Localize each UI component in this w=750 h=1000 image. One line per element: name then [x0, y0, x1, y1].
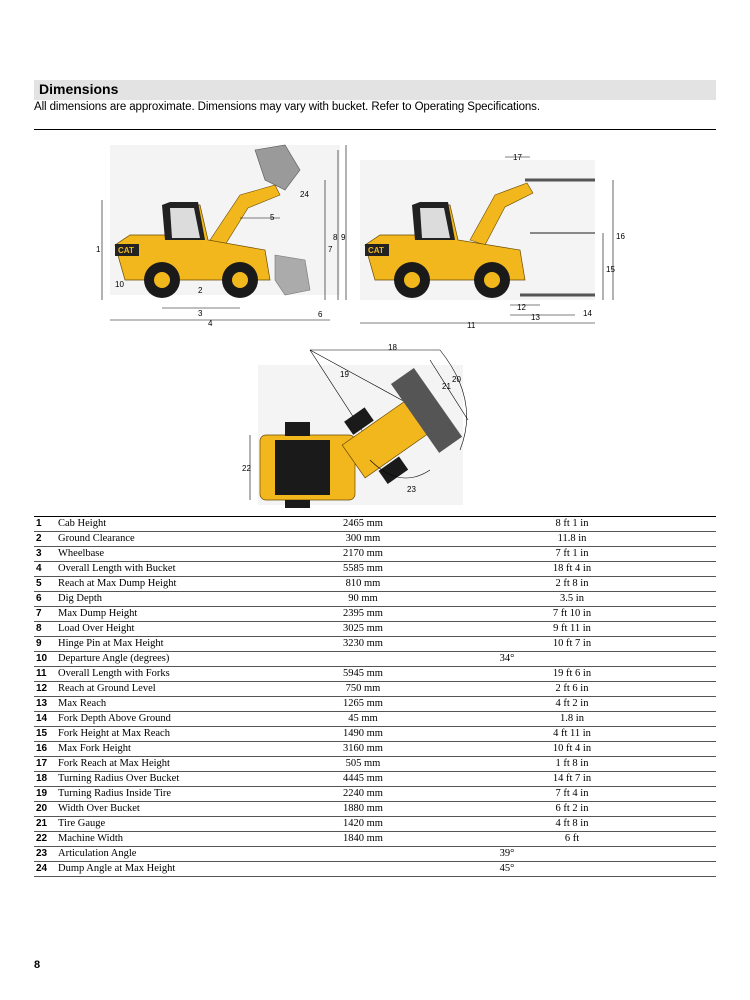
spec-number: 4: [34, 562, 52, 577]
spec-value-imperial: 6 ft: [428, 832, 716, 847]
table-row: [34, 697, 716, 712]
table-row: [34, 847, 716, 862]
spec-value-metric: 2395 mm: [298, 607, 428, 622]
rear-tire-top: [285, 422, 310, 436]
table-row: [34, 592, 716, 607]
spec-value-metric: 3025 mm: [298, 622, 428, 637]
spec-value-imperial: 7 ft 1 in: [428, 547, 716, 562]
section-header: [34, 80, 716, 100]
spec-value-metric: 5945 mm: [298, 667, 428, 682]
table-row: [34, 787, 716, 802]
table-row: [34, 772, 716, 787]
table-row: [34, 727, 716, 742]
table-row: [34, 742, 716, 757]
dim-label-8: 8: [333, 233, 338, 242]
header-rule: [34, 129, 716, 130]
dim-label-14: 14: [583, 309, 592, 318]
page-number: 8: [34, 959, 41, 971]
dimensions-table: [34, 516, 716, 877]
dim-label-22: 22: [242, 464, 251, 473]
spec-label: Tire Gauge: [52, 817, 298, 832]
spec-value-imperial: 11.8 in: [428, 532, 716, 547]
spec-value-imperial: 7 ft 4 in: [428, 787, 716, 802]
top-view-drawing: [240, 340, 490, 510]
dim-label-9: 9: [341, 233, 346, 242]
spec-value-imperial: 2 ft 6 in: [428, 682, 716, 697]
spec-value-imperial: 6 ft 2 in: [428, 802, 716, 817]
table-row: [34, 712, 716, 727]
spec-label: Turning Radius Inside Tire: [52, 787, 298, 802]
spec-number: 3: [34, 547, 52, 562]
dim-label-11: 11: [467, 321, 476, 330]
spec-value-metric: 750 mm: [298, 682, 428, 697]
rear-tire-bottom: [285, 500, 310, 508]
spec-value-imperial: 19 ft 6 in: [428, 667, 716, 682]
spec-label: Width Over Bucket: [52, 802, 298, 817]
table-row: [34, 532, 716, 547]
spec-value-imperial: 8 ft 1 in: [428, 517, 716, 532]
spec-label: Departure Angle (degrees): [52, 652, 298, 667]
spec-number: 14: [34, 712, 52, 727]
section-title: Dimensions: [39, 81, 119, 97]
spec-value-imperial: 4 ft 2 in: [428, 697, 716, 712]
spec-value-imperial: 1.8 in: [428, 712, 716, 727]
spec-value-metric: 1880 mm: [298, 802, 428, 817]
table-row: [34, 652, 716, 667]
table-row: [34, 607, 716, 622]
side-view-forks-drawing: [355, 145, 635, 330]
dim-label-23: 23: [407, 485, 416, 494]
spec-number: 7: [34, 607, 52, 622]
spec-value-metric: 505 mm: [298, 757, 428, 772]
spec-value: 45°: [298, 862, 716, 877]
dim-label-6: 6: [318, 310, 323, 319]
table-row: [34, 517, 716, 532]
spec-value-imperial: 1 ft 8 in: [428, 757, 716, 772]
dim-label-7: 7: [328, 245, 333, 254]
spec-value-imperial: 14 ft 7 in: [428, 772, 716, 787]
dim-label-5: 5: [270, 213, 275, 222]
spec-value-metric: 3230 mm: [298, 637, 428, 652]
spec-value-metric: 90 mm: [298, 592, 428, 607]
dim-label-15: 15: [606, 265, 615, 274]
spec-label: Load Over Height: [52, 622, 298, 637]
spec-label: Articulation Angle: [52, 847, 298, 862]
dim-label-20: 20: [452, 375, 461, 384]
spec-label: Reach at Max Dump Height: [52, 577, 298, 592]
table-row: [34, 547, 716, 562]
dim-label-10: 10: [115, 280, 124, 289]
spec-number: 24: [34, 862, 52, 877]
cat-logo: CAT: [118, 246, 134, 255]
spec-value-metric: 810 mm: [298, 577, 428, 592]
dim-label-19: 19: [340, 370, 349, 379]
spec-label: Machine Width: [52, 832, 298, 847]
spec-value-metric: 5585 mm: [298, 562, 428, 577]
spec-value: 34°: [298, 652, 716, 667]
spec-number: 11: [34, 667, 52, 682]
spec-label: Wheelbase: [52, 547, 298, 562]
dim-label-4: 4: [208, 319, 213, 328]
spec-value: 39°: [298, 847, 716, 862]
table-row: [34, 682, 716, 697]
cab-roof: [275, 440, 330, 495]
spec-number: 6: [34, 592, 52, 607]
spec-label: Max Dump Height: [52, 607, 298, 622]
spec-number: 21: [34, 817, 52, 832]
spec-value-imperial: 10 ft 4 in: [428, 742, 716, 757]
table-row: [34, 622, 716, 637]
spec-number: 18: [34, 772, 52, 787]
table-row: [34, 667, 716, 682]
spec-value-metric: 2465 mm: [298, 517, 428, 532]
dim-label-12: 12: [517, 303, 526, 312]
spec-number: 9: [34, 637, 52, 652]
table-row: [34, 757, 716, 772]
spec-label: Cab Height: [52, 517, 298, 532]
spec-value-metric: 4445 mm: [298, 772, 428, 787]
spec-value-metric: 2240 mm: [298, 787, 428, 802]
dim-label-24: 24: [300, 190, 309, 199]
spec-label: Hinge Pin at Max Height: [52, 637, 298, 652]
spec-value-metric: 2170 mm: [298, 547, 428, 562]
spec-number: 16: [34, 742, 52, 757]
spec-label: Fork Reach at Max Height: [52, 757, 298, 772]
spec-label: Dig Depth: [52, 592, 298, 607]
spec-number: 2: [34, 532, 52, 547]
spec-value-metric: 45 mm: [298, 712, 428, 727]
spec-label: Dump Angle at Max Height: [52, 862, 298, 877]
dim-label-17: 17: [513, 153, 522, 162]
spec-value-imperial: 4 ft 8 in: [428, 817, 716, 832]
spec-number: 12: [34, 682, 52, 697]
spec-number: 20: [34, 802, 52, 817]
spec-value-imperial: 3.5 in: [428, 592, 716, 607]
spec-number: 8: [34, 622, 52, 637]
cat-logo: CAT: [368, 246, 384, 255]
spec-number: 13: [34, 697, 52, 712]
dim-label-3: 3: [198, 309, 203, 318]
table-row: [34, 862, 716, 877]
dim-label-13: 13: [531, 313, 540, 322]
spec-number: 22: [34, 832, 52, 847]
spec-label: Max Reach: [52, 697, 298, 712]
spec-value-imperial: 18 ft 4 in: [428, 562, 716, 577]
spec-value-metric: 3160 mm: [298, 742, 428, 757]
table-row: [34, 817, 716, 832]
table-row: [34, 637, 716, 652]
spec-value-metric: 300 mm: [298, 532, 428, 547]
table-row: [34, 802, 716, 817]
side-view-bucket-drawing: [90, 140, 360, 330]
dim-label-2: 2: [198, 286, 203, 295]
spec-label: Fork Depth Above Ground: [52, 712, 298, 727]
spec-label: Max Fork Height: [52, 742, 298, 757]
spec-number: 17: [34, 757, 52, 772]
spec-label: Reach at Ground Level: [52, 682, 298, 697]
spec-value-metric: 1840 mm: [298, 832, 428, 847]
table-row: [34, 832, 716, 847]
dim-label-1: 1: [96, 245, 101, 254]
spec-label: Overall Length with Forks: [52, 667, 298, 682]
dim-label-16: 16: [616, 232, 625, 241]
spec-label: Turning Radius Over Bucket: [52, 772, 298, 787]
spec-value-metric: 1490 mm: [298, 727, 428, 742]
spec-label: Fork Height at Max Reach: [52, 727, 298, 742]
section-subtitle: All dimensions are approximate. Dimensions may vary with bucket. Refer to Operating Specifications.: [34, 101, 540, 113]
spec-value-imperial: 10 ft 7 in: [428, 637, 716, 652]
spec-value-metric: 1265 mm: [298, 697, 428, 712]
table-row: [34, 577, 716, 592]
spec-value-imperial: 2 ft 8 in: [428, 577, 716, 592]
spec-value-imperial: 7 ft 10 in: [428, 607, 716, 622]
spec-number: 15: [34, 727, 52, 742]
spec-number: 19: [34, 787, 52, 802]
spec-value-metric: 1420 mm: [298, 817, 428, 832]
spec-value-imperial: 4 ft 11 in: [428, 727, 716, 742]
spec-number: 10: [34, 652, 52, 667]
spec-label: Overall Length with Bucket: [52, 562, 298, 577]
table-row: [34, 562, 716, 577]
spec-number: 5: [34, 577, 52, 592]
spec-value-imperial: 9 ft 11 in: [428, 622, 716, 637]
spec-label: Ground Clearance: [52, 532, 298, 547]
dim-label-21: 21: [442, 382, 451, 391]
dim-label-18: 18: [388, 343, 397, 352]
spec-number: 1: [34, 517, 52, 532]
spec-number: 23: [34, 847, 52, 862]
